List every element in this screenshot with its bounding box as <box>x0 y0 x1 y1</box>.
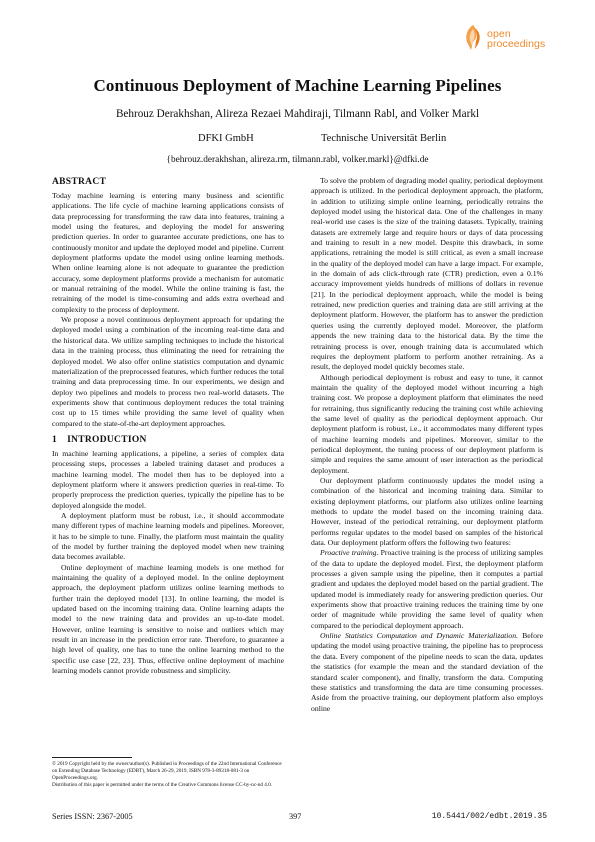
online-statistics-paragraph <box>311 631 543 714</box>
section-title: INTRODUCTION <box>67 434 147 445</box>
right-paragraph-2: Although periodical deployment is robust and easy to tune, it cannot maintain the quality of the deployed model without incurring a high training cost. We propose a deployment platform that eliminates the need for retraining, thus significantly reducing the training cost while achieving the same level of quality as the periodical deployment approach. Our deployment platform is robust, i.e., it accommodates many different types of machine learning models and pipelines. Moreover, similar to the periodical deployment, the tuning process of our deployment platform is simple and requires the same amount of user interaction as the periodical deployment. <box>311 372 543 475</box>
proactive-training-paragraph <box>311 548 543 631</box>
logo-text-proceedings: proceedings <box>487 38 546 50</box>
abstract-paragraph-1: Today machine learning is entering many business and scientific applications. The life cycle of machine learning applications consists of data preprocessing for transforming the raw data into features, training a model using the features, and deploying the model for answering prediction queries. In order to guarantee accurate predictions, one has to continuously monitor and update the deployed model and pipeline. Current deployment platforms update the model using online learning methods. When online learning alone is not adequate to guarantee the prediction accuracy, some deployment platforms provide a mechanism for automatic or manual retraining of the model. While the online training is fast, the retraining of the model is time-consuming and adds extra overhead and complexity to the process of deployment. <box>52 191 284 314</box>
affiliation-dfki: DFKI GmbH <box>198 133 254 144</box>
author-list: Behrouz Derakhshan, Alireza Rezaei Mahdiraji, Tilmann Rabl, and Volker Markl <box>115 108 480 120</box>
intro-paragraph-3: Online deployment of machine learning models is one method for maintaining the quality of a deployed model. In the online deployment approach, the deployment platform utilizes online learning methods to further train the deployed model [13]. In online learning, the model is updated based on the incoming training data. Online learning adapts the model to the new training data and provides an up-to-date model. However, online learning is sensitive to noise and outliers which may result in an increase in the prediction error rate. Therefore, to guarantee a high level of quality, one has to tune the online learning method to the specific use case [22, 23]. Thus, effective online deployment of machine learning models cannot provide robustness and simplicity. <box>52 562 284 676</box>
intro-paragraph-1: In machine learning applications, a pipeline, a series of complex data processing steps, processes a labeled training dataset and produces a machine learning model. The model then has to be deployed into a deployment platform where it answers prediction queries in real-time. To properly preprocess the prediction queries, typically the pipeline has to be deployed alongside the model. <box>52 448 284 510</box>
series-issn: Series ISSN: 2367-2005 <box>52 812 133 821</box>
intro-paragraph-2: A deployment platform must be robust, i.e., it should accommodate many different types of machine learning models and pipelines. Moreover, it has to be simple to tune. Finally, the platform must maintain the quality of the model by further training the deployed model when new training data becomes available. <box>52 510 284 562</box>
proactive-training-label: Proactive training. <box>320 548 379 558</box>
right-paragraph-3: Our deployment platform continuously updates the model using a combination of the historical and incoming training data. Similar to existing deployment platforms, our platform also utilizes online learning methods to update the model based on the incoming training data. However, instead of the periodical retraining, our deployment platform performs regular updates to the model based on samples of the historical data. Our deployment platform offers the following two features: <box>311 475 543 548</box>
abstract-paragraph-2: We propose a novel continuous deployment approach for updating the deployed model using a combination of the incoming real-time data and the historical data. We utilize sampling techniques to include the historical data in the training process, thus eliminating the need for retraining the deployed model. We also offer online statistics computation and dynamic materialization of the preprocessed features, which further reduces the total training and data preprocessing time. In our experiments, we design and deploy two pipelines and models to process two real-world datasets. The experiments show that continuous deployment reduces the total training cost up to 15 times while providing the same level of quality when compared to the state-of-the-art deployment approaches. <box>52 315 284 428</box>
right-column <box>311 176 543 714</box>
footnote-license: Distribution of this paper is permitted under the terms of the Creative Commons license CC-by-nc-nd 4.0. <box>52 782 272 789</box>
affiliation-tu-berlin: Technische Universität Berlin <box>321 133 447 144</box>
copyright-footnote <box>52 757 284 789</box>
right-paragraph-1: To solve the problem of degrading model quality, periodical deployment approach is utilized. In the periodical deployment approach, the platform, in addition to utilizing simple online learning, periodically retrains the deployed model using the historical data. One of the challenges in many real-world use cases is the size of the training datasets. Typically, training datasets are extremely large and require hours or days of data processing and training to result in a new model. Despite this drawback, in some applications, retraining the model is still critical, as even a small increase in the quality of the deployed model can have a large impact. For example, in the domain of ads click-through rate (CTR) prediction, even a 0.1% accuracy improvement yields hundreds of millions of dollars in revenue [21]. In the periodical deployment approach, while the model is being retrained, new prediction queries and training data are still arriving at the deployment platform. However, the platform has to answer the prediction queries using the currently deployed model. Moreover, the platform appends the new training data to the historical data. By the time the retraining process is over, enough training data is accumulated which requires the deployment platform to perform another retraining. As a result, the deployed model quickly becomes stale. <box>311 176 543 372</box>
paper-title: Continuous Deployment of Machine Learning Pipelines <box>93 76 502 95</box>
page-number: 397 <box>289 812 302 821</box>
open-proceedings-logo-icon <box>463 24 483 52</box>
author-emails: {behrouz.derakhshan, alireza.rm, tilmann.rabl, volker.markl}@dfki.de <box>166 155 429 165</box>
doi: 10.5441/002/edbt.2019.35 <box>431 812 547 821</box>
proactive-training-text: Proactive training is the process of utilizing samples of the data to update the deployed model. First, the deployment platform processes a given sample using the pipeline, then it computes a partial gradient and updates the deployed model based on the partial gradient. The updated model is immediately ready for answering prediction queries. Our experiments show that proactive training reduces the training time by one order of magnitude while providing the same level of quality when compared to the periodical deployment approach. <box>311 548 543 630</box>
open-proceedings-logo <box>463 22 573 62</box>
abstract-heading: ABSTRACT <box>52 177 107 187</box>
online-statistics-label: Online Statistics Computation and Dynamic Materialization. <box>320 631 519 641</box>
footnote-copyright: © 2019 Copyright held by the owner/author(s). Published in Proceedings of the 22nd International Conference on Extending Database Technology (EDBT), March 26-29, 2019, ISBN 978-3-89318-081-3 on OpenProceedings.org. <box>52 761 282 782</box>
logo-text-open: open <box>487 28 511 40</box>
online-statistics-text: Before updating the model using proactive training, the pipeline has to preprocess the data. Every component of the pipeline needs to scan the data, updates the statistics (for example the mean and the standard deviation of the standard scaler component), and finally, transform the data. Computing these statistics and transforming the data are time consuming processes. Aside from the proactive training, our deployment platform also employs online <box>311 631 543 713</box>
introduction-heading <box>52 434 284 446</box>
section-number: 1 <box>52 434 58 445</box>
left-column <box>52 176 284 676</box>
footnote-rule <box>52 757 132 758</box>
